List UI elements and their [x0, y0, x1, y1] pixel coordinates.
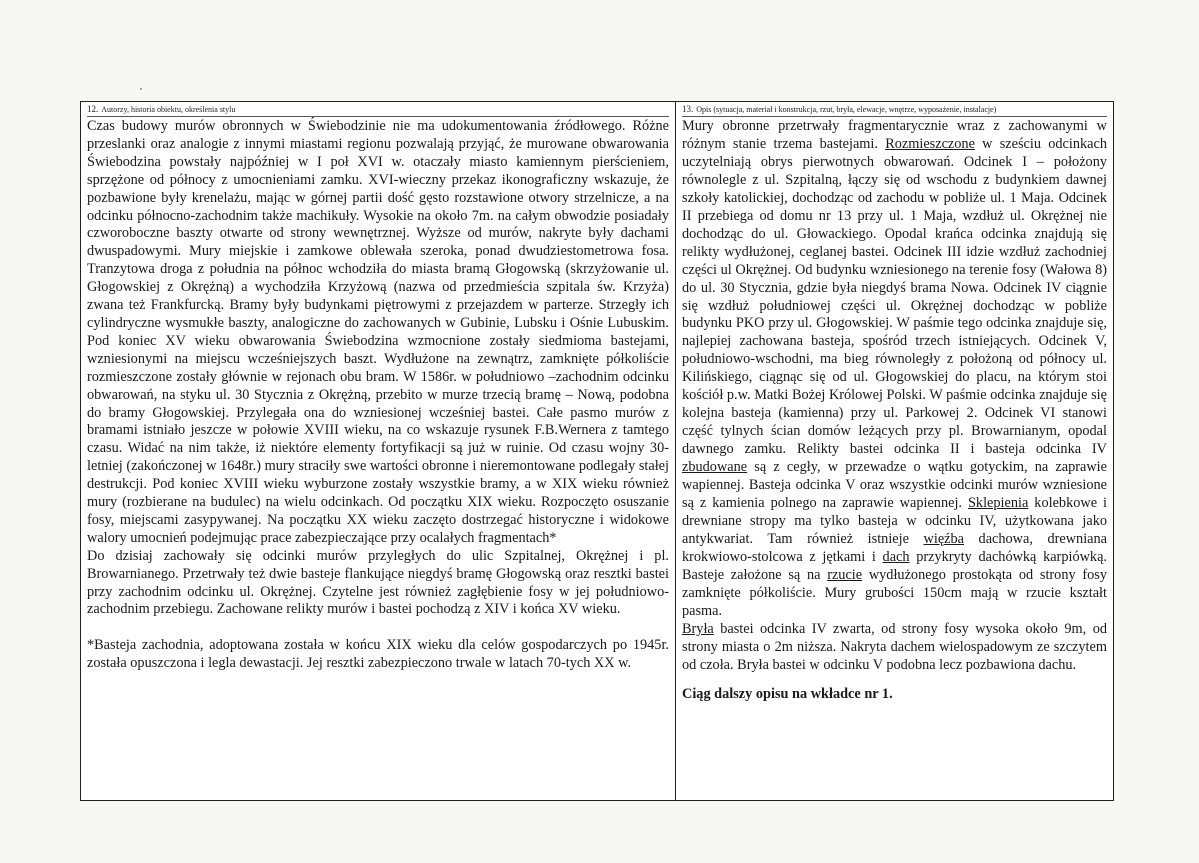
underlined-term: więźba	[923, 530, 964, 547]
underlined-term: Bryła	[682, 620, 714, 637]
text-run: są z cegły, w przewadze o wątku gotyckim, na zaprawie wapiennej. Basteja odcinka V oraz wszystkie odcinki murów wzniesione są z kamienia polnego na zaprawie wapiennej.	[682, 459, 1107, 512]
text-run: w sześciu odcinkach uczytelniają obrys pierwotnych obwarowań. Odcinek I – położony równolegle z ul. Szpitalną, łączy się od wschodu z budynkiem dawnej szkoły katolickiej, dochodząc od zachodu w pobliże ul. 1 Maja. Odcinek II przebiega od domu nr 13 przy ul. 1 Maja, wzdłuż ul. Okrężnej nie dochodząc do ul. Głowackiego. Opodal krańca odcinka znajdują się relikty wydłużonej, ceglanej bastei. Odcinek III idzie wzdłuż zachodniej części ul Okrężnej. Od budynku wzniesionego na terenie fosy (Wałowa 8) do ul. 30 Stycznia, gdzie była niegdyś brama Nowa. Odcinek IV ciągnie się wzdłuż południowej części ul. Okrężnej dochodząc w pobliże budynku PKO przy ul. Głogowskiej. W paśmie tego odcinka znajduje się, najlepiej zachowana basteja, spośród trzech istniejących. Odcinek V, południowo-wschodni, ma bieg równoległy z położoną od północy ul. Kilińskiego, ciągnąc się od ul. Głogowskiej do placu, na którym stoi kościół p.w. Matki Bożej Królowej Polski. W paśmie odcinka znajduje się kolejna basteja (kamienna) przy ul. Parkowej 2. Odcinek VI stanowi część tylnych ścian domów leżących przy pl. Browarnianym, opodal dawnego zamku. Relikty bastei odcinka II i basteja odcinka IV	[682, 135, 1107, 458]
underlined-term: rzucie	[827, 566, 863, 583]
continuation-note: Ciąg dalszy opisu na wkładce nr 1.	[682, 685, 893, 702]
form-table	[80, 101, 1114, 801]
underlined-term: Sklepienia	[967, 495, 1029, 512]
history-footnote: *Basteja zachodnia, adoptowana została w końcu XIX wieku dla celów gospodarczych po 1945r. została opuszczona i legla dewastacji. Jej resztki zabezpieczono trwale w latach 70-tych XX w.	[87, 637, 669, 672]
text-run: Mury obronne przetrwały fragmentarycznie wraz z zachowanymi w różnym stanie trzema bastejami.	[682, 118, 1107, 152]
section-title: Opis (sytuacja, materiał i konstrukcja, rzut, bryła, elewacje, wnętrze, wyposażenie, instalacje)	[696, 105, 997, 114]
history-paragraph-2: Do dzisiaj zachowały się odcinki murów przyległych do ulic Szpitalnej, Okrężnej i pl. Browarnianego. Przetrwały też dwie basteje flankujące niegdyś bramę Głogowską oraz resztki bastei przy zachodnim odcinku ul. Okrężnej. Czytelne jest również zagłębienie fosy w jej południowo-zachodnim przebiegu. Zachowane relikty murów i bastei pochodzą z XIV i końca XV wieku.	[87, 547, 669, 618]
section-number: 13.	[682, 104, 694, 114]
text-run: bastei odcinka IV zwarta, od strony fosy wysoka około 9m, od strony miasta o 2m niższa. Nakryta dachem wielospadowym ze szczytem od czoła. Bryła bastei w odcinku V podobna lecz pozbawiona dachu.	[682, 620, 1107, 673]
history-paragraph-1: Czas budowy murów obronnych w Świebodzinie nie ma udokumentowania źródłowego. Różne przeslanki oraz analogie z innymi miastami regionu pozwalają przyjąć, że murowane obwarowania Świebodzina powstały najpóźniej w I poł XVI w. otaczały miasto kamiennym pierścieniem, sprzężone od północy z umocnieniami zamku. XVI-wieczny przekaz ikonograficzny wskazuje, że pozbawione były krenelażu, mając w górnej partii dość gęsto rozstawione otwory strzelnicze, a na odcinku północno-zachodnim także machikuły. Wysokie na około 7m. na całym obwodzie posiadały czworoboczne baszty otwarte od strony wewnętrznej. Wyższe od murów, nakryte były dachami dwuspadowymi. Mury miejskie i zamkowe oblewała szeroka, ponad dwudziestometrowa fosa. Tranzytowa droga z południa na północ wchodziła do miasta bramą Głogowską (skrzyżowanie ul. Głogowskiej z Okrężną) a wychodziła Krzyżową (nazwa od przedmieścia szpitala św. Krzyża) zwana też Frankfurcką. Bramy były budynkami piętrowymi z przejazdem w parterze. Strzegły ich cylindryczne wysmukłe baszty, analogiczne do zachowanych w Gubinie, Lubsku i Ośnie Lubuskim. Pod koniec XV wieku obwarowania Świebodzina wzmocnione zostały siedmioma bastejami, wzniesionymi na miejscu wcześniejszych baszt. Wydłużone na zewnątrz, zamknięte półkoliście rozmieszczone zostały głównie w rejonach obu bram. W 1586r. w południowo –zachodnim odcinku obwarowań, na styku ul. 30 Stycznia z Okrężną, przebito w murze trzecią bramę – Nową, podobna do bramy Głogowskiej. Przylegała ona do wzniesionej wcześniej bastei. Całe pasmo murów z bramami istniało jeszcze w połowie XVIII wieku, na co wskazuje rysunek F.B.Wernera z tamtego czasu. Widać na nim także, iż niektóre elementy fortyfikacji są już w ruinie. Od czasu wojny 30-letniej (zakończonej w 1648r.) mury straciły swe wartości obronne i nieremontowane podlegały stałej destrukcji. Pod koniec XVIII wieku wyburzone zostały wszystkie bramy, a w XIX wieku również mury (rozbierane na budulec) na wielu odcinkach. Od początku XIX wieku. Rozpoczęto osuszanie fosy, miejscami zasypywanej. Na początku XX wieku zaczęto dostrzegać historyczne i widokowe walory umocnień podejmując prace zabezpieczające przy ocalałych fragmentach*	[87, 118, 669, 546]
description-paragraph	[682, 118, 1107, 675]
section-number: 12.	[87, 104, 99, 114]
section-title: Autorzy, historia obiektu, określenia stylu	[101, 105, 236, 114]
text-run: wydłużonego prostokąta od strony fosy zamknięte półkoliście. Mury grubości 150cm mają w rzucie kształt pasma.	[682, 566, 1107, 619]
text-run: kolebkowe i drewniane stropy ma tylko basteja w odcinku IV, użytkowana jako antykwariat. Tam również istnieje	[682, 495, 1107, 547]
paragraph-gap	[87, 619, 669, 637]
text-run: dachowa, drewniana krokwiowo-stolcowa z jętkami i	[682, 530, 1108, 565]
underlined-term: Rozmieszczone	[885, 135, 975, 152]
underlined-term: dach	[882, 548, 910, 565]
text-run: przykryty dachówką karpiówką. Basteje założone są na	[682, 548, 1107, 583]
underlined-term: zbudowane	[682, 459, 748, 476]
section-description-header	[682, 104, 1107, 117]
section-history-header	[87, 104, 669, 117]
section-history	[81, 102, 676, 800]
section-description	[676, 102, 1113, 800]
scan-speck	[140, 88, 142, 90]
